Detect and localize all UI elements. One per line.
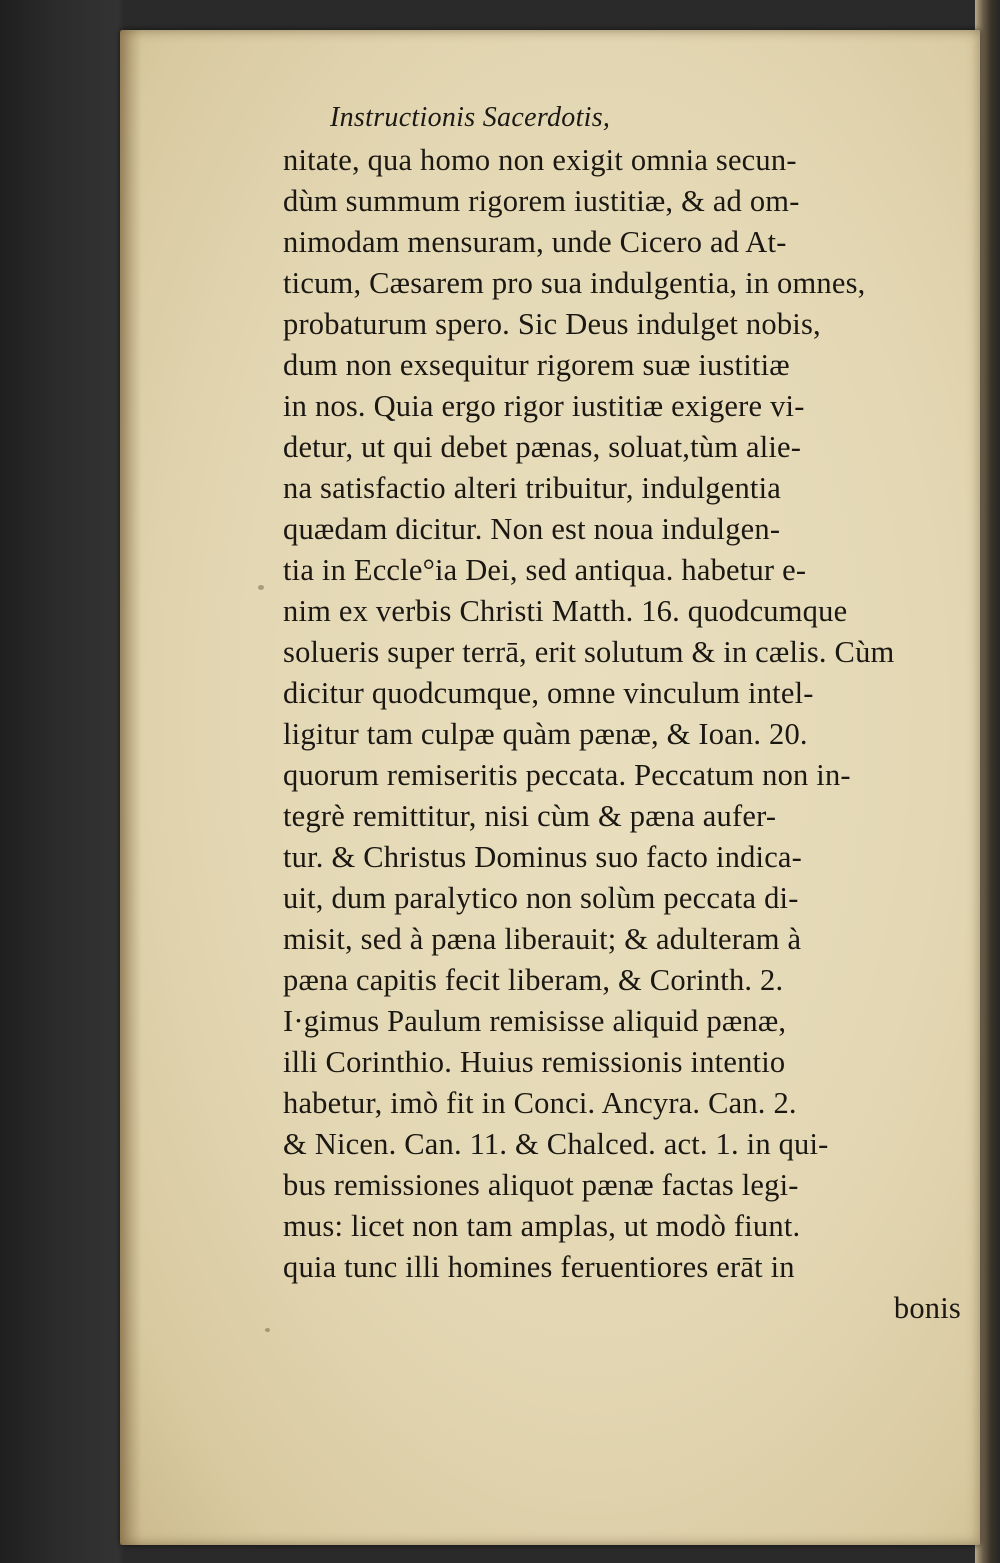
text-line: dum non exsequitur rigorem suæ iustitiæ (283, 348, 790, 382)
text-line: tur. & Christus Dominus suo facto indica- (283, 840, 803, 874)
text-line: uit, dum paralytico non solùm peccata di- (283, 881, 799, 915)
text-line: mus: licet non tam amplas, ut modò fiunt. (283, 1209, 801, 1243)
text-line: habetur, imò fit in Conci. Ancyra. Can. 2. (283, 1086, 797, 1120)
text-line: nimodam mensuram, unde Cicero ad At- (283, 225, 787, 259)
text-line: tia in Eccle°ia Dei, sed antiqua. habetur e- (283, 553, 807, 587)
ink-speck (258, 585, 264, 590)
text-line: tegrè remittitur, nisi cùm & pæna aufer- (283, 799, 777, 833)
body-text (283, 140, 963, 1329)
text-line: in nos. Quia ergo rigor iustitiæ exigere vi- (283, 389, 805, 423)
text-line: probaturum spero. Sic Deus indulget nobis, (283, 307, 821, 341)
text-line: & Nicen. Can. 11. & Chalced. act. 1. in qui- (283, 1127, 829, 1161)
text-line: illi Corinthio. Huius remissionis intentio (283, 1045, 786, 1079)
running-head: Instructionis Sacerdotis, (330, 102, 611, 133)
text-line: pæna capitis fecit liberam, & Corinth. 2. (283, 963, 784, 997)
text-line: quædam dicitur. Non est noua indulgen- (283, 512, 781, 546)
text-line: ticum, Cæsarem pro sua indulgentia, in omnes, (283, 266, 866, 300)
ink-speck (265, 1328, 270, 1332)
text-line: nitate, qua homo non exigit omnia secun- (283, 143, 797, 177)
text-line: dùm summum rigorem iustitiæ, & ad om- (283, 184, 800, 218)
text-line: bus remissiones aliquot pænæ factas legi- (283, 1168, 799, 1202)
text-line: solueris super terrā, erit solutum & in cælis. Cùm (283, 635, 895, 669)
text-line: detur, ut qui debet pænas, soluat,tùm alie- (283, 430, 802, 464)
text-line: nim ex verbis Christi Matth. 16. quodcumque (283, 594, 848, 628)
text-line: ligitur tam culpæ quàm pænæ, & Ioan. 20. (283, 717, 808, 751)
text-line: na satisfactio alteri tribuitur, indulgentia (283, 471, 781, 505)
text-line: quia tunc illi homines feruentiores erāt in (283, 1250, 795, 1284)
text-line: quorum remiseritis peccata. Peccatum non in- (283, 758, 851, 792)
text-line: misit, sed à pæna liberauit; & adulteram à (283, 922, 802, 956)
text-line: dicitur quodcumque, omne vinculum intel- (283, 676, 814, 710)
text-line: I·gimus Paulum remisisse aliquid pænæ, (283, 1004, 787, 1038)
catchword: bonis (893, 1291, 961, 1325)
